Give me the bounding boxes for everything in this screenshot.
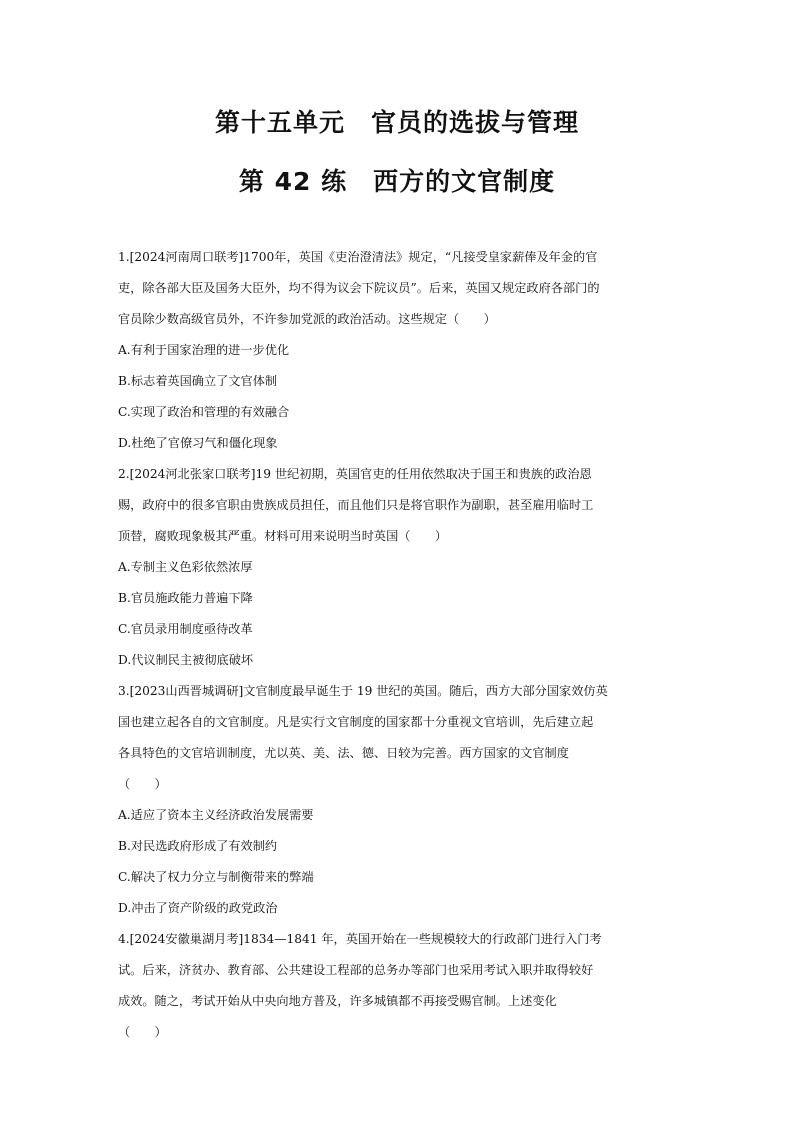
- question-4-stem-line: 成效。随之，考试开始从中央向地方普及，许多城镇都不再接受赐官制。上述变化: [118, 994, 557, 1008]
- question-4-stem-line: 4.[2024安徽巢湖月考]1834—1841 年，英国开始在一些规模较大的行政部门进行入门考: [118, 932, 602, 946]
- question-2-option-d: D.代议制民主被彻底破坏: [118, 653, 254, 667]
- question-2-stem-line: 2.[2024河北张家口联考]19 世纪初期，英国官吏的任用依然取决于国王和贵族的政治恩: [118, 467, 592, 481]
- question-3-stem-line: （ ）: [118, 777, 167, 791]
- question-2-option-c: C.官员录用制度亟待改革: [118, 622, 253, 636]
- lesson-title: 第 42 练 西方的文官制度: [238, 167, 556, 196]
- question-4-stem-line: （ ）: [118, 1025, 167, 1039]
- question-1-option-b: B.标志着英国确立了文官体制: [118, 374, 278, 388]
- question-3-stem-line: 国也建立起各自的文官制度。凡是实行文官制度的国家都十分重视文官培训，先后建立起: [118, 715, 594, 729]
- question-1-option-d: D.杜绝了官僚习气和僵化现象: [118, 436, 278, 450]
- unit-title: 第十五单元 官员的选拔与管理: [214, 108, 579, 137]
- question-1-stem-line: 吏，除各部大臣及国务大臣外，均不得为议会下院议员”。后来，英国又规定政府各部门的: [118, 281, 600, 295]
- question-4-stem-line: 试。后来，济贫办、教育部、公共建设工程部的总务办等部门也采用考试入职并取得较好: [118, 963, 594, 977]
- question-2-stem-line: 顶替，腐败现象极其严重。材料可用来说明当时英国（ ）: [118, 529, 448, 543]
- question-2-option-a: A.专制主义色彩依然浓厚: [118, 560, 253, 574]
- question-1-stem-line: 官员除少数高级官员外，不许参加党派的政治活动。这些规定（ ）: [118, 312, 496, 326]
- question-3-stem-line: 各具特色的文官培训制度，尤以英、美、法、德、日较为完善。西方国家的文官制度: [118, 746, 569, 760]
- question-1-option-a: A.有利于国家治理的进一步优化: [118, 343, 290, 357]
- question-1-stem-line: 1.[2024河南周口联考]1700年，英国《吏治澄清法》规定，“凡接受皇家薪俸及年金的官: [118, 250, 598, 264]
- question-3-option-d: D.冲击了资产阶级的政党政治: [118, 901, 278, 915]
- question-3-option-a: A.适应了资本主义经济政治发展需要: [118, 808, 314, 822]
- question-3-stem-line: 3.[2023山西晋城调研]文官制度最早诞生于 19 世纪的英国。随后，西方大部分国家效仿英: [118, 684, 608, 698]
- question-2-stem-line: 赐，政府中的很多官职由贵族成员担任，而且他们只是将官职作为副职，甚至雇用临时工: [118, 498, 594, 512]
- question-2-option-b: B.官员施政能力普遍下降: [118, 591, 253, 605]
- question-3-option-c: C.解决了权力分立与制衡带来的弊端: [118, 870, 314, 884]
- question-3-option-b: B.对民选政府形成了有效制约: [118, 839, 278, 853]
- question-1-option-c: C.实现了政治和管理的有效融合: [118, 405, 290, 419]
